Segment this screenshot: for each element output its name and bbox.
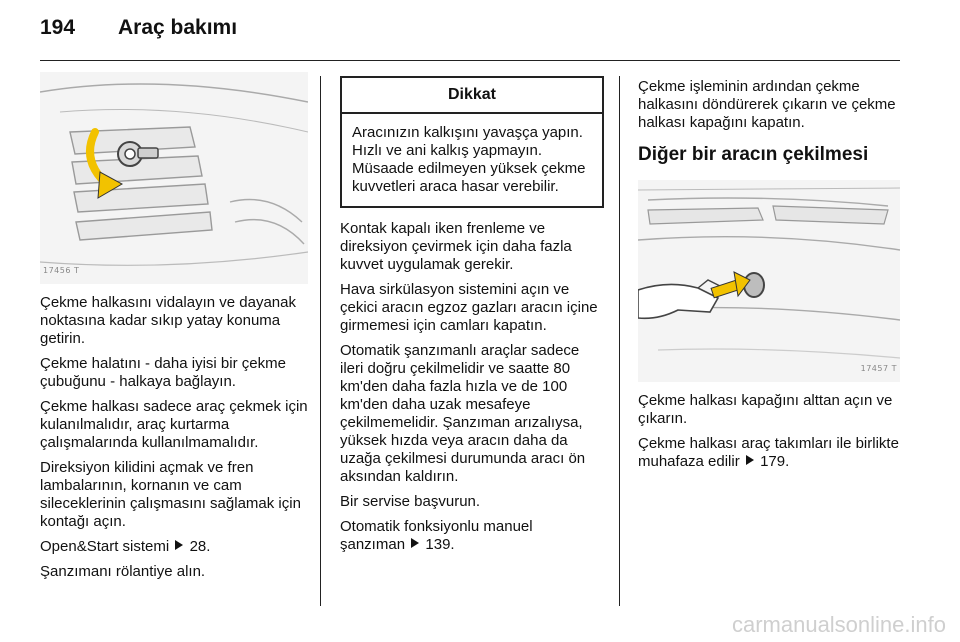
paragraph: Çekme işleminin ardından çekme halkasını döndürerek çıkarın ve çekme halkası kapağını kapatın.	[638, 78, 896, 131]
reference-page[interactable]: 28.	[189, 538, 211, 555]
tow-eye-install-figure	[40, 72, 308, 284]
figure-code: 17457 T	[860, 364, 897, 373]
section-heading: Diğer bir aracın çekilmesi	[638, 144, 869, 165]
paragraph: Çekme halkası kapağını alttan açın ve çıkarın.	[638, 392, 893, 427]
paragraph: Otomatik fonksiyonlu manuel	[340, 518, 533, 535]
warning-text: Aracınızın kalkışını yavaşça yapın. Hızlı ve ani kalkış yapmayın. Müsaade edilmeyen yüksek çekme kuvvetleri araca hasar verebilir.	[352, 124, 586, 195]
tow-eye-install-illustration	[40, 72, 308, 284]
reference-page[interactable]: 179.	[760, 453, 790, 470]
paragraph: Kontak kapalı iken frenleme ve direksiyon çevirmek için daha fazla kuvvet uygulamak gerekir.	[340, 220, 572, 273]
paragraph: Bir servise başvurun.	[340, 493, 481, 510]
page-number: 194	[40, 16, 76, 39]
warning-box	[340, 76, 604, 208]
reference-text: şanzıman	[340, 536, 406, 553]
reference-text: Open&Start sistemi	[40, 538, 170, 555]
column-1	[40, 72, 308, 588]
paragraph: Çekme halatını - daha iyisi bir çekme çubuğunu - halkaya bağlayın.	[40, 355, 286, 390]
reference-line	[40, 538, 308, 556]
paragraph: Otomatik şanzımanlı araçlar sadece ileri doğru çekilmelidir ve saatte 80 km'den daha fazla hızla ve de 100 km'den daha uzak mesafeye çekilmemelidir. Şanzıman arızalıysa, yüksek hızda veya aracın daha da uzağa çekilmesi durumunda aracı ön aksından kaldırın.	[340, 342, 586, 485]
page-header	[40, 16, 900, 50]
page-title: Araç bakımı	[118, 16, 238, 39]
column-divider-1	[320, 76, 321, 606]
page-reference-icon	[175, 540, 183, 550]
reference-text: Çekme halkası araç takımları ile birlikte muhafaza edilir	[638, 435, 899, 470]
paragraph: Şanzımanı rölantiye alın.	[40, 563, 206, 580]
watermark: carmanualsonline.info	[731, 612, 946, 637]
page-reference-icon	[411, 538, 419, 548]
paragraph: Çekme halkasını vidalayın ve dayanak noktasına kadar sıkıp yatay konuma getirin.	[40, 294, 296, 347]
header-rule	[40, 60, 900, 61]
paragraph: Çekme halkası sadece araç çekmek için kulanılmalıdır, araç kurtarma çalışmalarında kullanılmamalıdır.	[40, 398, 308, 451]
reference-line	[638, 435, 900, 471]
reference-page[interactable]: 139.	[425, 536, 455, 553]
warning-title: Dikkat	[342, 78, 602, 114]
paragraph: Direksiyon kilidini açmak ve fren lambalarının, kornanın ve cam sileceklerinin çalışmasını sağlamak için kontağı açın.	[40, 459, 301, 530]
figure-code: 17456 T	[43, 266, 80, 275]
column-divider-2	[619, 76, 620, 606]
page-reference-icon	[746, 455, 754, 465]
tow-eye-cover-figure	[638, 180, 900, 382]
tow-eye-cover-illustration	[638, 180, 900, 382]
column-3	[638, 78, 900, 478]
paragraph: Hava sirkülasyon sistemini açın ve çekici aracın egzoz gazları aracın içine girmemesi için camları kapatın.	[340, 281, 598, 334]
reference-line	[340, 536, 604, 554]
column-2	[340, 76, 604, 561]
